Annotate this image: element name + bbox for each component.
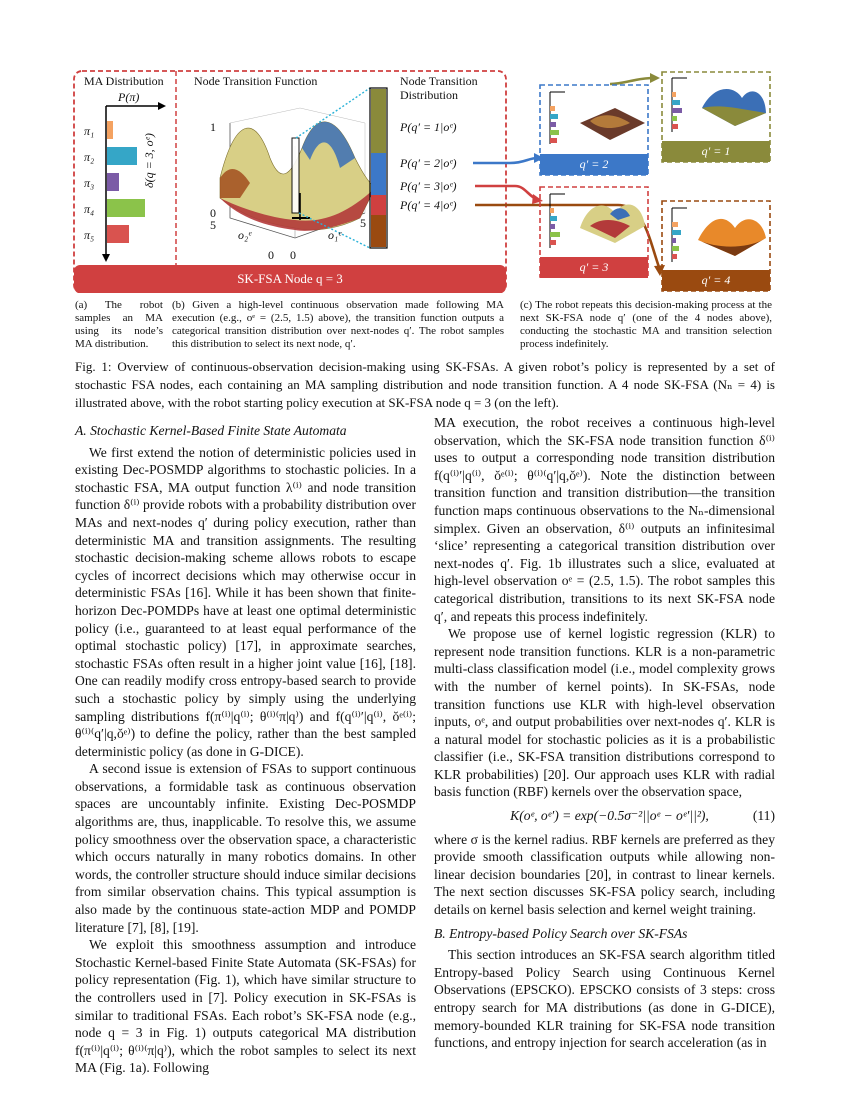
arrow-to-q1 [610,78,654,84]
subcaption-c: (c) The robot repeats this decision-making process at the next SK-FSA node q′ (one of the 4 nodes above), conducting the stochastic MA and transition selection process indefinitely. [520,299,772,350]
figure-1 [70,68,830,293]
pi-label-2: π₂ [84,150,95,164]
transition-seg-2 [371,153,386,195]
subcaption-b: (b) Given a high-level continuous observation made following MA execution (e.g., oᵉ = (2.5, 1.5) above), the transition function outputs a categorical transition distribution over next-nodes q′. The robot samples this distribution to select its next node, q′. [172,299,504,350]
right-paragraph-3: where σ is the kernel radius. RBF kernels are preferred as they provide smooth classification outputs while allowing non-linear decision boundaries [20], in contrast to linear kernels. The next section discusses SK-FSA policy search, including details on kernel basis selection and kernel weight training. [434,831,775,918]
o1-tick-5: 5 [360,216,366,230]
panel-a-axis-label: P(π) [118,90,140,104]
pi-label-5: π₅ [84,228,95,242]
transition-seg-4 [371,215,386,247]
node-q2-label: q′ = 2 [579,157,609,171]
equation-11-body: K(oᵉ, oᵉ′) = exp(−0.5σ⁻²||oᵉ − oᵉ′||²), [510,808,709,824]
left-paragraph-1: We first extend the notion of deterministic policies used in existing Dec-POSMDP algorithms to stochastic policies. In a stochastic FSA, MA output function λ⁽ⁱ⁾ and node transition function δ⁽ⁱ⁾ provide robots with a probability distribution over MAs and next-nodes q′ during policy execution, rather than deterministic MA and transition assignments. The resulting stochastic decision-making scheme allows robots to escape cycles of incorrect decisions which may otherwise occur in deterministic FSAs [16]. While it has been shown that finite-horizon Dec-POMDPs have at least one optimal deterministic policy (i.e., guaranteed to at least equal performance of the optimal stochastic policy) [17], in approximate searches, stochastic FSAs often result in a higher joint value [16], [18]. One can readily modify cross entropy-based search to provide such a stochastic policy by simply using the underlying sampling distributions f(π⁽ⁱ⁾|q⁽ⁱ⁾; θ⁽ⁱ⁾⁽π|q⁾) and f(q⁽ⁱ⁾′|q⁽ⁱ⁾, ŏᵉ⁽ⁱ⁾; θ⁽ⁱ⁾⁽q′|q,ŏᵉ⁾) to define the policy, rather than the best sampled deterministic policy (as done in G-DICE). [75,444,416,759]
transition-function-surface [220,88,375,248]
panel-b-title: Node Transition Function [194,74,318,88]
transition-distribution-bar [370,88,387,248]
panel-dist-title: Node Transition Distribution [400,74,478,102]
o2-tick-5: 5 [210,218,216,232]
transition-label-4: P(q′ = 4|oᵉ) [400,198,457,212]
left-paragraph-2: A second issue is extension of FSAs to support continuous observations, a formidable task as continuous observation spaces are uncountably infinite. Existing Dec-POSMDP algorithms are, thus, inapplicable. To resolve this, we assume policy smoothness over the observation space, a characteristic which occurs naturally in many robotics domains. In other words, the controller structure should induce similar decisions from similar observation chains. This typical assumption is also made by the continuous state-action MDP and POMDP literature [7], [8], [19]. [75,761,416,935]
pi-label-3: π₃ [84,176,95,190]
transition-label-2: P(q′ = 2|oᵉ) [400,156,457,170]
transition-seg-1 [371,89,386,153]
o2-tick-0: 0 [268,248,274,262]
subcaption-a: (a) The robot samples an MA using its node’s MA distribution. [75,299,163,350]
ma-bar-2 [107,147,137,165]
node-q4-label: q′ = 4 [701,273,731,287]
ma-dist-arrow-right [158,102,166,110]
ma-bar-3 [107,173,119,191]
ma-bar-5 [107,225,129,243]
pi-label-4: π₄ [84,202,95,216]
transition-seg-3 [371,195,386,215]
left-paragraph-3: We exploit this smoothness assumption and introduce Stochastic Kernel-based Finite State Automata (SK-FSAs) for policy representation (Fig. 1), which have similar structure to the controllers used in [7]. Policy execution in SK-FSAs is similar to traditional FSAs. Each robot’s SK-FSA node (e.g., node q = 3 in Fig. 1) outputs categorical MA distribution f(π⁽ⁱ⁾|q⁽ⁱ⁾; θ⁽ⁱ⁾⁽π|q⁾), which the robot samples to select its next MA (Fig. 1a). Following [75,937,416,1076]
left-column [75,422,416,1077]
right-column [434,414,775,1052]
equation-11 [434,807,775,825]
right-paragraph-2: We propose use of kernel logistic regression (KLR) to represent node transition functions. KLR is a non-parametric multi-class classification model (i.e., model complexity grows with the number of kernel points). In SK-FSAs, node transition functions use KLR with high-level observation inputs, oᵉ, and output probabilities over next-nodes q′. KLR is a natural model for stochastic policies as it is a probabilistic classifier (i.e., SK-FSA transition distributions correspond to KLR probabilities) [20]. Our approach uses KLR with radial basis function (RBF) kernels over the observation space, [434,626,775,800]
node-q1-label: q′ = 1 [701,144,731,158]
transition-label-1: P(q′ = 1|oᵉ) [400,120,457,134]
figure-caption: Fig. 1: Overview of continuous-observation decision-making using SK-FSAs. A given robot’s policy is represented by a set of stochastic FSA nodes, each containing an MA sampling distribution and node transition function. A 4 node SK-FSA (Nₙ = 4) is illustrated above, with the robot starting policy execution at SK-FSA node q = 3 (on the left). [75,359,775,410]
ztick-0: 0 [210,206,216,220]
o2-label: o₂ᵉ [238,228,252,242]
panel-b-ylabel: δ(q = 3, oᵉ) [142,133,156,188]
right-paragraph-4: This section introduces an SK-FSA search algorithm titled Entropy-based Policy Search using Continuous Kernel Observations (EPSCKO). EPSCKO consists of 3 steps: cross entropy search for MA distributions (as done in G-DICE), memory-bounded KLR training for SK-FSA node transition functions, and entropy injection for search acceleration (as in [434,947,775,1051]
ma-bar-4 [107,199,145,217]
panel-a-title: MA Distribution [84,74,164,88]
transition-label-3: P(q′ = 3|oᵉ) [400,179,457,193]
ma-dist-arrow-down [102,254,110,262]
equation-11-number: (11) [752,808,775,824]
right-paragraph-1: MA execution, the robot receives a continuous high-level observation, which the SK-FSA node transition function δ⁽ⁱ⁾ uses to output a corresponding node transition distribution f(q⁽ⁱ⁾′|q⁽ⁱ⁾, ŏᵉ⁽ⁱ⁾; θ⁽ⁱ⁾⁽q′|q,ŏᵉ⁾). Note the distinction between transition function and transition distribution—the transition function maps continuous observations to the Nₙ-dimensional simplex. Given an observation, δ⁽ⁱ⁾ outputs an infinitesimal ‘slice’ representing a categorical transition distribution over next-nodes q′. Fig. 1b illustrates such a slice, evaluated at high-level observation oᵉ = (2.5, 1.5). The robot samples this categorical distribution, transitions to its next SK-FSA node q′, and repeats this process indefinitely. [434,415,775,624]
o1-tick-0: 0 [290,248,296,262]
section-heading-a: A. Stochastic Kernel-Based Finite State Automata [75,423,347,438]
sk-fsa-footer: SK-FSA Node q = 3 [237,271,343,286]
section-heading-b: B. Entropy-based Policy Search over SK-FSAs [434,925,688,941]
node-q3-label: q′ = 3 [579,260,609,274]
o1-label: o₁ᵉ [328,228,342,242]
ma-distribution-bars [107,121,145,243]
pi-label-1: π₁ [84,124,95,138]
ztick-1: 1 [210,120,216,134]
ma-bar-1 [107,121,113,139]
